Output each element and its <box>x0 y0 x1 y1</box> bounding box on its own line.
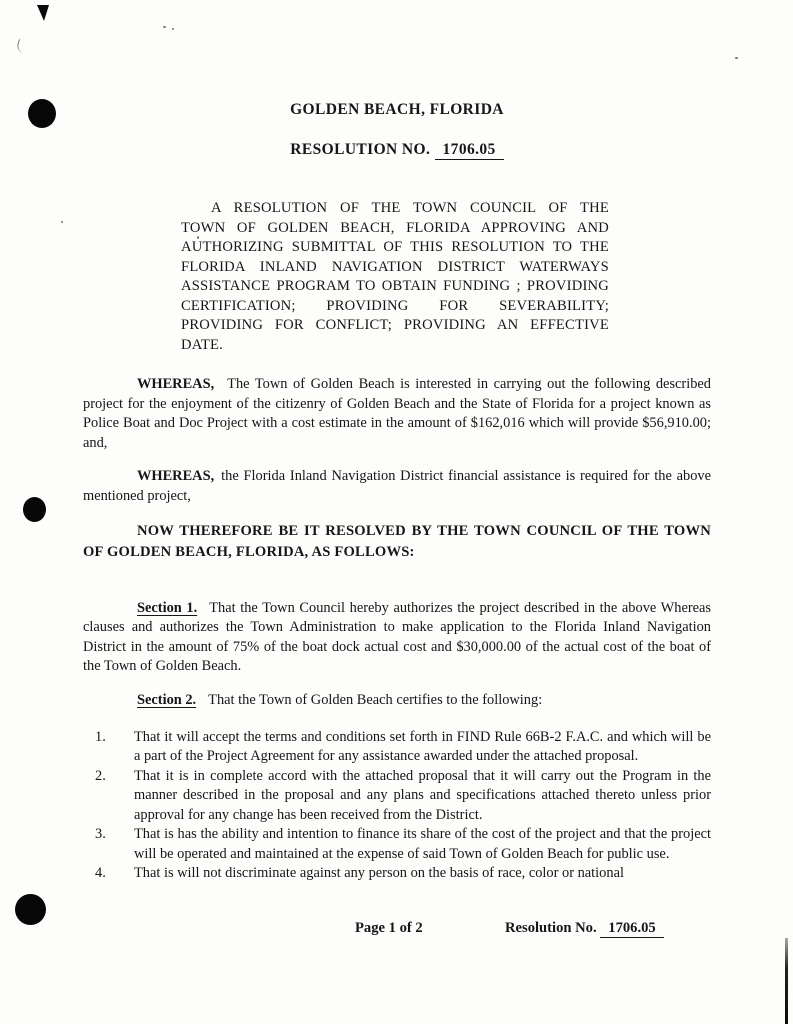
resolution-heading <box>83 141 711 159</box>
hole-punch-mark <box>23 497 46 522</box>
whereas-clause-1 <box>83 375 711 453</box>
resolution-number: 1706.05 <box>435 141 504 160</box>
item-number: 3. <box>95 826 106 843</box>
resolved-clause-text: NOW THEREFORE BE IT RESOLVED BY THE TOWN COUNCIL OF THE TOWN OF GOLDEN BEACH, FLORIDA, AS FOLLOWS: <box>83 522 711 560</box>
item-number: 2. <box>95 767 106 784</box>
resolution-title-block <box>181 199 609 355</box>
item-text: That it will accept the terms and conditions set forth in FIND Rule 66B-2 F.A.C. and which will be a part of the Project Agreement for any assistance awarded under the attached proposal. <box>134 728 711 765</box>
whereas-clause-2 <box>83 467 711 506</box>
scan-speck <box>163 26 166 28</box>
whereas-body: the Florida Inland Navigation District financial assistance is required for the above mentioned project, <box>83 468 711 504</box>
item-number: 4. <box>95 865 106 882</box>
section-2-lead: Section 2. <box>137 692 197 709</box>
page-number-label: Page 1 of 2 <box>355 920 423 936</box>
scan-artifact-triangle <box>37 5 49 21</box>
scan-speck <box>172 28 174 30</box>
scan-speck <box>735 57 738 59</box>
item-number: 1. <box>95 728 106 745</box>
resolved-clause <box>83 521 711 563</box>
resolution-heading-label: RESOLUTION NO. <box>290 141 431 158</box>
whereas-body: The Town of Golden Beach is interested in carrying out the following described project for the enjoyment of the citizenry of Golden Beach and the State of Florida for a project known as Police Boat and Doc Project with a cost estimate in the amount of $162,016 which will provide $56,910.00; and, <box>83 376 711 451</box>
section-1-body: That the Town Council hereby authorizes the project described in the above Whereas clauses and authorizes the Town Administration to make application to the Florida Inland Navigation District in the amount of 75% of the boat dock actual cost and $30,000.00 of the actual cost of the boat of the Town of Golden Beach. <box>83 599 711 675</box>
section-1-lead: Section 1. <box>137 599 198 616</box>
footer-resolution-number: 1706.05 <box>600 920 663 938</box>
certification-item <box>83 728 711 767</box>
item-text: That is has the ability and intention to finance its share of the cost of the project and that the project will be operated and maintained at the expense of said Town of Golden Beach for public use. <box>134 826 711 862</box>
certification-list <box>83 728 711 884</box>
document-body <box>83 101 711 884</box>
footer-resolution <box>505 920 664 937</box>
item-text: That it is in complete accord with the attached proposal that it will carry out the Program in the manner described in the proposal and any plans and specifications attached thereto unless prior approval for any change has been received from the District. <box>134 767 711 823</box>
certification-item <box>83 864 711 884</box>
scan-artifact-squiggle <box>15 39 26 53</box>
certification-item <box>83 825 711 864</box>
whereas-lead: WHEREAS, <box>137 468 215 485</box>
page-footer <box>0 920 793 944</box>
scan-edge-line <box>785 938 788 1024</box>
city-header-text: GOLDEN BEACH, FLORIDA <box>290 101 504 118</box>
city-header <box>83 101 711 119</box>
footer-resolution-label: Resolution No. <box>505 920 597 936</box>
whereas-lead: WHEREAS, <box>137 376 215 392</box>
resolution-title-text: A RESOLUTION OF THE TOWN COUNCIL OF THE TOWN OF GOLDEN BEACH, FLORIDA APPROVING AND AUTHORIZING SUBMITTAL OF THIS RESOLUTION TO THE FLORIDA INLAND NAVIGATION DISTRICT WATERWAYS ASSISTANCE PROGRAM TO OBTAIN FUNDING ; PROVIDING CERTIFICATION; PROVIDING FOR SEVERABILITY; PROVIDING FOR CONFLICT; PROVIDING AN EFFECTIVE DATE. <box>181 200 609 353</box>
scan-speck <box>61 221 63 223</box>
hole-punch-mark <box>28 99 56 128</box>
item-text: That is will not discriminate against any person on the basis of race, color or national <box>134 865 624 882</box>
section-2 <box>83 691 711 711</box>
section-1 <box>83 599 711 677</box>
certification-item <box>83 767 711 826</box>
section-2-body: That the Town of Golden Beach certifies to the following: <box>208 692 543 709</box>
